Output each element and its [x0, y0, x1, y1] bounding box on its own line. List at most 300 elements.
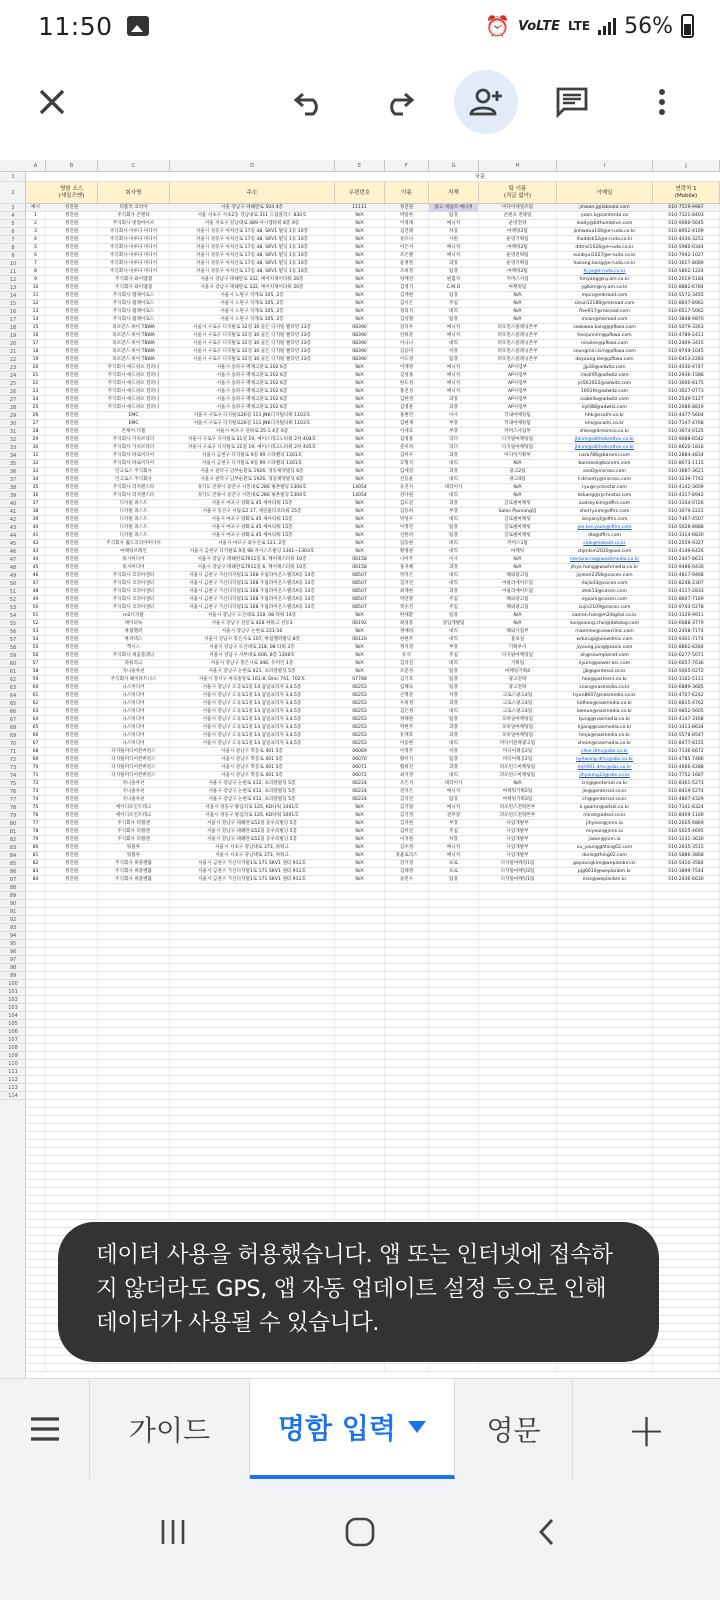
empty-cell[interactable] — [557, 1196, 653, 1204]
table-cell[interactable]: 주임 — [429, 300, 479, 308]
empty-cell[interactable] — [170, 916, 335, 924]
empty-cell[interactable] — [98, 916, 170, 924]
table-cell[interactable]: 커머스1팀 — [479, 540, 557, 548]
table-cell[interactable]: isabella@adwitz.com — [557, 396, 653, 404]
table-cell[interactable]: 마케팅기획4 — [479, 668, 557, 676]
table-cell[interactable]: 정진원 — [46, 764, 98, 772]
table-cell[interactable]: N/A — [335, 372, 385, 380]
table-cell[interactable]: 주식회사 엠케이로드 — [98, 300, 170, 308]
empty-cell[interactable] — [170, 1084, 335, 1092]
empty-cell[interactable] — [429, 1060, 479, 1068]
table-cell[interactable]: shlee@dreamco.co.kr — [557, 428, 653, 436]
empty-cell[interactable] — [98, 996, 170, 1004]
empty-cell[interactable] — [26, 1228, 46, 1236]
empty-cell[interactable] — [653, 1156, 720, 1164]
table-cell[interactable]: 나스미디어 — [98, 732, 170, 740]
table-cell[interactable]: 주식회사 코리아센터 — [98, 572, 170, 580]
table-cell[interactable]: 김현재 — [385, 420, 429, 428]
empty-cell[interactable] — [335, 972, 385, 980]
empty-cell[interactable] — [653, 1252, 720, 1260]
table-cell[interactable]: 워시미디어 — [98, 556, 170, 564]
table-cell[interactable]: EMC — [98, 412, 170, 420]
empty-cell[interactable] — [429, 1188, 479, 1196]
table-cell[interactable]: 미디어기획부 — [479, 452, 557, 460]
empty-cell[interactable] — [170, 940, 335, 948]
table-cell[interactable]: 010-4666-4288 — [653, 764, 720, 772]
empty-cell[interactable] — [557, 1140, 653, 1148]
empty-cell[interactable] — [26, 1260, 46, 1268]
table-cell[interactable]: 정진원 — [46, 756, 98, 764]
empty-cell[interactable] — [385, 1004, 429, 1012]
empty-cell[interactable] — [653, 1332, 720, 1340]
table-cell[interactable]: 미디어제공2팀 — [479, 748, 557, 756]
table-cell[interactable]: 주식회사 헤이파트너스 — [98, 676, 170, 684]
more-options-button[interactable] — [630, 70, 694, 134]
table-cell[interactable]: hidheo@nasmedia.co.kr — [557, 700, 653, 708]
table-cell[interactable]: sheon@nasmedia.co.kr — [557, 740, 653, 748]
empty-cell[interactable] — [26, 1172, 46, 1180]
table-cell[interactable]: 홍보실 — [479, 636, 557, 644]
table-cell[interactable]: 콘텐츠 전략팀 — [479, 212, 557, 220]
table-cell[interactable]: 정진원 — [46, 796, 98, 804]
empty-cell[interactable] — [26, 1148, 46, 1156]
table-cell[interactable]: N/A — [479, 292, 557, 300]
empty-cell[interactable] — [335, 1084, 385, 1092]
empty-cell[interactable] — [653, 1044, 720, 1052]
empty-cell[interactable] — [26, 940, 46, 948]
empty-cell[interactable] — [98, 1060, 170, 1068]
table-cell[interactable]: 서울시 마포구 양화로 45 세아타워 15층 — [170, 516, 335, 524]
table-cell[interactable]: jiyleon2356@cocen.com — [557, 572, 653, 580]
table-cell[interactable]: 25 — [26, 404, 46, 412]
table-cell[interactable]: 박일한 — [385, 212, 429, 220]
table-cell[interactable]: 010-2635-3515 — [653, 844, 720, 852]
table-cell[interactable]: 유재호 — [385, 732, 429, 740]
table-cell[interactable]: ali@seumplanet.com — [557, 652, 653, 660]
empty-cell[interactable] — [26, 1252, 46, 1260]
empty-cell[interactable] — [385, 996, 429, 1004]
table-cell[interactable]: 조은석 — [385, 780, 429, 788]
row-header[interactable]: 28 — [0, 404, 26, 412]
table-cell[interactable]: 사업개발부 — [479, 820, 557, 828]
table-cell[interactable]: 주임 — [429, 604, 479, 612]
table-cell[interactable]: 정진원 — [46, 580, 98, 588]
row-header[interactable]: 32 — [0, 436, 26, 444]
table-cell[interactable]: kyh88@adwitz.com — [557, 404, 653, 412]
table-cell[interactable]: meriano.na@washmedia.co.kr — [557, 556, 653, 564]
empty-cell[interactable] — [46, 1364, 98, 1372]
empty-cell[interactable] — [653, 1276, 720, 1284]
table-cell[interactable]: 서울 서초구 강남대로 489 아시엠타워 8층 9층 — [170, 220, 335, 228]
table-cell[interactable]: 퍼포먼스마케팅팀 — [479, 764, 557, 772]
table-cell[interactable]: 임동현 — [385, 540, 429, 548]
table-cell[interactable]: 010-8647-8962 — [653, 300, 720, 308]
header-cell[interactable]: 명함 소스 (세일즈맨) — [46, 182, 98, 204]
empty-cell[interactable] — [46, 916, 98, 924]
table-cell[interactable]: 정진원 — [46, 348, 98, 356]
table-cell[interactable]: 마케팅2팀 — [479, 268, 557, 276]
empty-cell[interactable] — [385, 1116, 429, 1124]
table-cell[interactable]: seo0@incross.com — [557, 468, 653, 476]
table-cell[interactable]: 퍼포먼스마케팅팀 — [479, 772, 557, 780]
table-cell[interactable]: 팀장 — [429, 356, 479, 364]
empty-cell[interactable] — [335, 956, 385, 964]
table-cell[interactable]: 강석우 — [385, 324, 429, 332]
table-cell[interactable]: 정진원 — [46, 852, 98, 860]
table-cell[interactable]: 010-8361-5273 — [653, 780, 720, 788]
empty-cell[interactable] — [557, 1188, 653, 1196]
empty-cell[interactable] — [429, 940, 479, 948]
table-cell[interactable]: 서울시 강남구 선릉로 428 위워크 선릉3 — [170, 620, 335, 628]
empty-cell[interactable] — [26, 1036, 46, 1044]
table-cell[interactable]: 010-8815-4762 — [653, 700, 720, 708]
empty-cell[interactable] — [479, 996, 557, 1004]
empty-cell[interactable] — [98, 908, 170, 916]
empty-cell[interactable] — [557, 1060, 653, 1068]
row-header[interactable]: 105 — [0, 1020, 26, 1028]
table-cell[interactable]: N/A — [335, 652, 385, 660]
empty-cell[interactable] — [429, 1100, 479, 1108]
empty-cell[interactable] — [98, 1028, 170, 1036]
table-cell[interactable]: N/A — [335, 388, 385, 396]
table-cell[interactable]: 24 — [26, 396, 46, 404]
empty-cell[interactable] — [46, 932, 98, 940]
row-header[interactable]: 60 — [0, 660, 26, 668]
table-cell[interactable]: 전무장 — [429, 812, 479, 820]
table-cell[interactable]: 6 — [26, 252, 46, 260]
table-cell[interactable]: N/A — [479, 564, 557, 572]
table-cell[interactable]: 3 — [26, 228, 46, 236]
empty-cell[interactable] — [557, 988, 653, 996]
row-header[interactable]: 114 — [0, 1092, 26, 1100]
empty-cell[interactable] — [479, 1028, 557, 1036]
table-cell[interactable]: crs@gentersol.co.kr — [557, 780, 653, 788]
table-cell[interactable]: 팀장 — [429, 796, 479, 804]
table-cell[interactable]: 대리 — [429, 660, 479, 668]
table-cell[interactable]: 대리 — [429, 772, 479, 780]
table-cell[interactable]: 뷰퍼텍스 — [98, 636, 170, 644]
table-cell[interactable]: rlajis43@cocen.com — [557, 580, 653, 588]
row-header[interactable]: 45 — [0, 540, 26, 548]
table-cell[interactable]: 모형석 — [385, 460, 429, 468]
empty-cell[interactable] — [46, 1164, 98, 1172]
table-cell[interactable]: 디지털마케팅1팀 — [479, 860, 557, 868]
empty-cell[interactable] — [385, 892, 429, 900]
table-cell[interactable]: 010-4785-7486 — [653, 756, 720, 764]
table-cell[interactable]: 정예비 — [385, 628, 429, 636]
empty-cell[interactable] — [479, 1196, 557, 1204]
empty-cell[interactable] — [557, 1148, 653, 1156]
table-cell[interactable]: 010-2436-6630 — [653, 876, 720, 884]
table-cell[interactable]: 정태원 — [385, 716, 429, 724]
empty-cell[interactable] — [385, 1124, 429, 1132]
empty-cell[interactable] — [26, 972, 46, 980]
empty-cell[interactable] — [46, 1140, 98, 1148]
empty-cell[interactable] — [98, 1188, 170, 1196]
empty-cell[interactable] — [385, 908, 429, 916]
table-cell[interactable]: 서울시 송파구 백제고분로 202 6층 — [170, 364, 335, 372]
empty-cell[interactable] — [479, 884, 557, 892]
empty-cell[interactable] — [653, 964, 720, 972]
empty-cell[interactable] — [170, 1364, 335, 1372]
table-cell[interactable]: sherry.kim@dfirs.com — [557, 508, 653, 516]
table-cell[interactable]: 서울시 강남구 테헤란로52길 동우리빌딩 5층 — [170, 828, 335, 836]
table-cell[interactable]: 대리 — [429, 460, 479, 468]
table-cell[interactable]: jiyoung.jung@zaxis.com — [557, 644, 653, 652]
empty-cell[interactable] — [429, 1020, 479, 1028]
table-cell[interactable]: dltmsl1026@e-ruda.co.kr — [557, 244, 653, 252]
empty-cell[interactable] — [335, 964, 385, 972]
table-cell[interactable]: 부장 — [429, 644, 479, 652]
table-cell[interactable]: 06192 — [335, 620, 385, 628]
empty-cell[interactable] — [429, 900, 479, 908]
empty-cell[interactable] — [98, 1364, 170, 1372]
table-cell[interactable]: N/A — [335, 804, 385, 812]
row-header[interactable]: 27 — [0, 396, 26, 404]
empty-cell[interactable] — [557, 964, 653, 972]
table-cell[interactable]: 이정민 — [385, 524, 429, 532]
empty-cell[interactable] — [46, 964, 98, 972]
empty-cell[interactable] — [653, 1260, 720, 1268]
empty-cell[interactable] — [557, 1212, 653, 1220]
empty-cell[interactable] — [335, 1076, 385, 1084]
empty-cell[interactable] — [335, 924, 385, 932]
empty-cell[interactable] — [26, 1020, 46, 1028]
empty-cell[interactable] — [557, 1004, 653, 1012]
table-cell[interactable]: 과장 — [429, 396, 479, 404]
table-cell[interactable]: 매니저 — [429, 364, 479, 372]
table-cell[interactable]: 010-9088-6542 — [653, 436, 720, 444]
empty-cell[interactable] — [479, 1108, 557, 1116]
row-header[interactable]: 4 — [0, 212, 26, 220]
row-header[interactable]: 71 — [0, 748, 26, 756]
table-cell[interactable]: N/A — [335, 244, 385, 252]
empty-cell[interactable] — [429, 1116, 479, 1124]
table-cell[interactable]: 몬케이-더블 — [98, 428, 170, 436]
table-cell[interactable]: 황정관 — [385, 548, 429, 556]
empty-cell[interactable] — [479, 1148, 557, 1156]
table-cell[interactable]: heejunnim@pfbwa.com — [557, 332, 653, 340]
table-cell[interactable]: 김기범 — [385, 804, 429, 812]
table-cell[interactable]: 69 — [26, 756, 46, 764]
table-cell[interactable]: 주식회사 애드위츠 컴퍼니 — [98, 364, 170, 372]
table-cell[interactable]: 편집자 — [429, 276, 479, 284]
empty-cell[interactable] — [98, 1212, 170, 1220]
table-cell[interactable]: 퍼포먼스플래닝본부 — [479, 348, 557, 356]
empty-cell[interactable] — [557, 884, 653, 892]
table-cell[interactable]: N/A — [335, 452, 385, 460]
table-cell[interactable]: 정진원 — [46, 244, 98, 252]
row-header[interactable]: 90 — [0, 900, 26, 908]
table-cell[interactable]: 리더 — [429, 436, 479, 444]
table-cell[interactable]: miyeon@jnnn.io — [557, 828, 653, 836]
tab-guide[interactable] — [90, 1379, 250, 1479]
empty-cell[interactable] — [385, 1108, 429, 1116]
row-header[interactable]: 104 — [0, 1012, 26, 1020]
empty-cell[interactable] — [46, 1188, 98, 1196]
row-header[interactable]: 79 — [0, 812, 26, 820]
table-cell[interactable]: audrey.kim@dfirs.com — [557, 500, 653, 508]
table-cell[interactable]: 08390 — [335, 340, 385, 348]
empty-cell[interactable] — [26, 908, 46, 916]
empty-cell[interactable] — [557, 1076, 653, 1084]
table-cell[interactable]: 해외광고팀 — [479, 596, 557, 604]
empty-cell[interactable] — [26, 988, 46, 996]
table-cell[interactable]: 주식회사 리치앤스타 — [98, 492, 170, 500]
empty-cell[interactable] — [557, 900, 653, 908]
table-cell[interactable]: 황희진 — [385, 764, 429, 772]
table-cell[interactable]: 010-8477-8155 — [653, 740, 720, 748]
empty-cell[interactable] — [557, 980, 653, 988]
empty-cell[interactable] — [653, 1356, 720, 1364]
table-cell[interactable]: 정진원 — [46, 636, 98, 644]
table-cell[interactable]: 010-6657-7636 — [653, 660, 720, 668]
empty-cell[interactable] — [479, 1076, 557, 1084]
table-cell[interactable]: 과장 — [429, 500, 479, 508]
row-header[interactable]: 46 — [0, 548, 26, 556]
table-cell[interactable]: 김지연 — [385, 580, 429, 588]
empty-cell[interactable] — [335, 996, 385, 1004]
table-cell[interactable]: 부장 — [429, 420, 479, 428]
empty-cell[interactable] — [429, 988, 479, 996]
empty-cell[interactable] — [429, 1108, 479, 1116]
empty-cell[interactable] — [26, 1140, 46, 1148]
empty-cell[interactable] — [557, 892, 653, 900]
table-cell[interactable]: 정진원 — [46, 420, 98, 428]
table-cell[interactable]: 마케팅브레인 — [98, 548, 170, 556]
row-header[interactable]: 89 — [0, 892, 26, 900]
table-cell[interactable]: 기획팀 — [479, 660, 557, 668]
table-cell[interactable]: 사업개발부 — [479, 852, 557, 860]
empty-cell[interactable] — [46, 996, 98, 1004]
table-cell[interactable]: 팀장 — [429, 612, 479, 620]
empty-cell[interactable] — [479, 916, 557, 924]
table-cell[interactable]: 정진원 — [46, 500, 98, 508]
empty-cell[interactable] — [98, 924, 170, 932]
table-cell[interactable]: 010-3239-7742 — [653, 476, 720, 484]
table-cell[interactable]: 띵볼투 — [98, 852, 170, 860]
table-cell[interactable]: 16 — [26, 332, 46, 340]
table-cell[interactable]: 57 — [26, 660, 46, 668]
table-cell[interactable]: 36 — [26, 492, 46, 500]
empty-cell[interactable] — [479, 1100, 557, 1108]
row-header[interactable]: 69 — [0, 732, 26, 740]
table-cell[interactable]: 서울시 금천구 가산디지털1로 171 SKV1 센터 911호 — [170, 876, 335, 884]
table-cell[interactable]: 운영기획팀 — [479, 260, 557, 268]
empty-cell[interactable] — [46, 980, 98, 988]
empty-cell[interactable] — [653, 1300, 720, 1308]
table-cell[interactable]: 강기영 — [385, 860, 429, 868]
empty-cell[interactable] — [479, 1140, 557, 1148]
empty-cell[interactable] — [653, 1100, 720, 1108]
empty-cell[interactable] — [170, 1172, 335, 1180]
table-cell[interactable]: N/A — [335, 444, 385, 452]
row-header[interactable]: 44 — [0, 532, 26, 540]
table-cell[interactable]: 주식회사 세움플레닝 — [98, 652, 170, 660]
table-cell[interactable]: 010-3162-5111 — [653, 676, 720, 684]
table-cell[interactable]: 010-7467-4507 — [653, 516, 720, 524]
table-cell[interactable]: N/A — [335, 548, 385, 556]
empty-cell[interactable] — [429, 1204, 479, 1212]
table-cell[interactable]: 33 — [26, 468, 46, 476]
empty-cell[interactable] — [26, 1028, 46, 1036]
empty-cell[interactable] — [385, 932, 429, 940]
table-cell[interactable]: 이재양 — [385, 364, 429, 372]
table-cell[interactable]: 010-4807-4329 — [653, 796, 720, 804]
empty-cell[interactable] — [26, 1220, 46, 1228]
empty-cell[interactable] — [429, 1140, 479, 1148]
empty-cell[interactable] — [170, 988, 335, 996]
undo-button[interactable] — [278, 70, 342, 134]
table-cell[interactable]: 이승현 — [385, 740, 429, 748]
table-cell[interactable]: 010-8620-1816 — [653, 444, 720, 452]
empty-cell[interactable] — [46, 1100, 98, 1108]
table-cell[interactable]: 사업개발부 — [479, 828, 557, 836]
table-cell[interactable]: 주식회사 이루다 미디어 — [98, 268, 170, 276]
table-cell[interactable]: 79 — [26, 836, 46, 844]
table-cell[interactable]: 서울시 성동구 아차산로 17길 48, SKV1 빌딩 1동 10층 — [170, 252, 335, 260]
table-cell[interactable]: 06253 — [335, 692, 385, 700]
header-cell[interactable]: 이름 — [385, 182, 429, 204]
table-cell[interactable]: 복수진 — [385, 604, 429, 612]
table-cell[interactable]: jinhwana100@e-ruda.co.kr — [557, 228, 653, 236]
table-cell[interactable]: 정진원 — [385, 204, 429, 212]
table-cell[interactable]: seungmin.kim@pfbwa.com — [557, 348, 653, 356]
table-cell[interactable]: 정진원 — [46, 548, 98, 556]
table-cell[interactable]: scan@nasmedia.co.kr — [557, 684, 653, 692]
table-cell[interactable]: 75 — [26, 804, 46, 812]
table-cell[interactable]: 대리 — [429, 548, 479, 556]
row-header[interactable]: 75 — [0, 780, 26, 788]
table-cell[interactable]: dskang@rychnstar.com — [557, 492, 653, 500]
table-cell[interactable]: 정진원 — [46, 612, 98, 620]
empty-cell[interactable] — [170, 1036, 335, 1044]
table-cell[interactable]: N/A — [479, 612, 557, 620]
empty-cell[interactable] — [98, 1092, 170, 1100]
table-cell[interactable]: 정진원 — [46, 356, 98, 364]
table-cell[interactable]: 010-2409-3415 — [653, 340, 720, 348]
table-cell[interactable]: minst@adsol.co.kr — [557, 812, 653, 820]
table-cell[interactable]: ztek13@cocen.com — [557, 588, 653, 596]
table-cell[interactable]: 서울시 금천구 가산디지털1로 168 우림라이온스밸리A동 14층 — [170, 588, 335, 596]
empty-cell[interactable] — [653, 1076, 720, 1084]
table-cell[interactable]: yoon.k@contenta.co — [557, 212, 653, 220]
empty-cell[interactable] — [26, 1284, 46, 1292]
table-cell[interactable]: 과장 — [429, 724, 479, 732]
table-cell[interactable]: 서울시 강서구 마곡중앙로 161-8, Dmc 701, 702호 — [170, 676, 335, 684]
table-cell[interactable]: 서울시 강남구 테헤란로52길 동우리빌딩 5층 — [170, 836, 335, 844]
empty-cell[interactable] — [557, 1172, 653, 1180]
table-cell[interactable]: N/A — [335, 460, 385, 468]
table-cell[interactable]: 정진원 — [46, 588, 98, 596]
empty-cell[interactable] — [653, 1012, 720, 1020]
table-cell[interactable]: 어필리에이트팀 — [479, 580, 557, 588]
table-cell[interactable]: 디지털마케팅팀 — [479, 444, 557, 452]
empty-cell[interactable] — [479, 900, 557, 908]
table-cell[interactable]: 강다원 — [385, 492, 429, 500]
empty-cell[interactable] — [26, 900, 46, 908]
table-cell[interactable]: 서울시 관악구 남부순환로 1926, 경동제약빌딩 6층 — [170, 468, 335, 476]
table-cell[interactable]: 서울시 마포구 양화로 45 세아타워 15층 — [170, 500, 335, 508]
table-cell[interactable]: 74 — [26, 796, 46, 804]
empty-cell[interactable] — [98, 1044, 170, 1052]
table-cell[interactable]: 정진원 — [46, 380, 98, 388]
table-cell[interactable]: 72 — [26, 780, 46, 788]
row-header[interactable]: 40 — [0, 500, 26, 508]
row-header[interactable]: 68 — [0, 724, 26, 732]
table-cell[interactable]: 김상철 — [385, 316, 429, 324]
table-cell[interactable]: 010-8952-4109 — [653, 228, 720, 236]
